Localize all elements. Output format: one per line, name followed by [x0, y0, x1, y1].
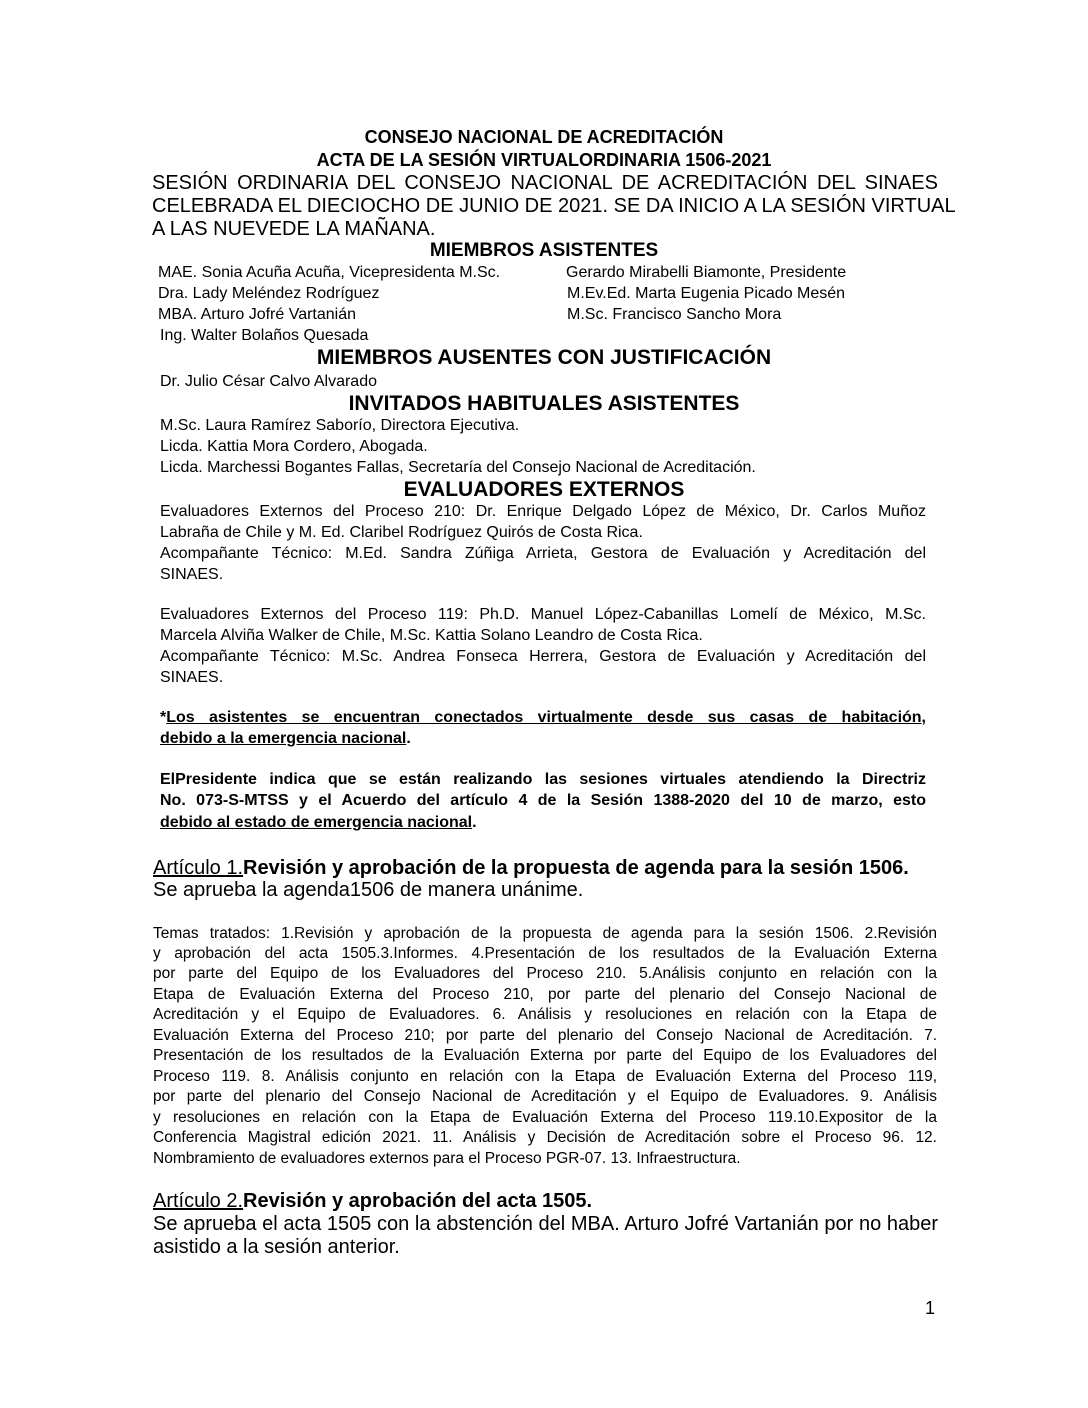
section-heading-evaluadores: EVALUADORES EXTERNOS: [403, 478, 685, 501]
articulo-2-text: Se aprueba el acta 1505 con la abstención del MBA. Arturo Jofré Vartanián por no haber: [153, 1213, 938, 1235]
temas-line: y resoluciones en relación con la Etapa de Evaluación Externa del Proceso 119.10.Expositor de la: [153, 1109, 937, 1126]
guest-item: M.Sc. Laura Ramírez Saborío, Directora Ejecutiva.: [160, 417, 520, 434]
evaluator-line: Acompañante Técnico: M.Sc. Andrea Fonseca Herrera, Gestora de Evaluación y Acreditación del: [160, 648, 926, 665]
evaluator-line: Marcela Alviña Walker de Chile, M.Sc. Kattia Solano Leandro de Costa Rica.: [160, 627, 703, 644]
temas-line: por parte del plenario del Consejo Nacional de Acreditación y el Equipo de Evaluadores. 9. Análisis: [153, 1088, 937, 1105]
temas-line: por parte del Equipo de los Evaluadores del Proceso 210. 5.Análisis conjunto en relación con la: [153, 965, 937, 982]
articulo-1-heading: [153, 857, 909, 880]
note-text: debido a la emergencia nacional: [160, 730, 407, 747]
temas-line: y aprobación del acta 1505.3.Informes. 4.Presentación de los resultados de la Evaluación Externa: [153, 945, 937, 962]
temas-line: Temas tratados: 1.Revisión y aprobación de la propuesta de agenda para la sesión 1506. 2.Revisión: [153, 925, 937, 942]
member-item: MBA. Arturo Jofré Vartanián: [158, 306, 357, 323]
member-item: M.Ev.Ed. Marta Eugenia Picado Mesén: [567, 285, 846, 302]
page-number: 1: [925, 1298, 936, 1318]
articulo-title: Revisión y aprobación del acta 1505.: [243, 1190, 593, 1212]
intro-line: SESIÓN ORDINARIA DEL CONSEJO NACIONAL DE ACREDITACIÓN DEL SINAES: [152, 172, 938, 194]
temas-line: Nombramiento de evaluadores externos para el Proceso PGR-07. 13. Infraestructura.: [153, 1150, 741, 1167]
temas-line: Evaluación Externa del Proceso 210; por parte del plenario del Consejo Nacional de Acreditación. 7.: [153, 1027, 937, 1044]
president-note-line: ElPresidente indica que se están realizando las sesiones virtuales atendiendo la Directriz: [160, 771, 926, 788]
temas-line: Presentación de los resultados de la Evaluación Externa por parte del Equipo de los Evaluadores del: [153, 1047, 937, 1064]
section-heading-miembros-ausentes: MIEMBROS AUSENTES CON JUSTIFICACIÓN: [316, 346, 772, 369]
note-asterisk: *: [160, 709, 167, 726]
intro-line: A LAS NUEVEDE LA MAÑANA.: [152, 218, 436, 240]
articulo-1-text: Se aprueba la agenda1506 de manera unánime.: [153, 879, 584, 901]
virtual-attendance-note: [160, 709, 926, 727]
evaluator-line: SINAES.: [160, 669, 224, 686]
note-period: .: [472, 814, 477, 831]
member-item: Dra. Lady Meléndez Rodríguez: [158, 285, 380, 302]
temas-line: Etapa de Evaluación Externa del Proceso 210, por parte del plenario del Consejo Nacional de: [153, 986, 937, 1003]
note-text: debido al estado de emergencia nacional: [160, 814, 473, 831]
document-subtitle: ACTA DE LA SESIÓN VIRTUALORDINARIA 1506-2021: [316, 150, 772, 170]
temas-line: Acreditación y el Equipo de Evaluadores. 6. Análisis y resoluciones en relación con la Etapa de: [153, 1006, 937, 1023]
evaluator-line: Evaluadores Externos del Proceso 119: Ph.D. Manuel López-Cabanillas Lomelí de México, M.Sc.: [160, 606, 926, 623]
articulo-title: Revisión y aprobación de la propuesta de agenda para la sesión 1506.: [243, 857, 909, 879]
articulo-2-heading: [153, 1190, 592, 1213]
evaluator-line: Acompañante Técnico: M.Ed. Sandra Zúñiga Arrieta, Gestora de Evaluación y Acreditación del: [160, 545, 926, 562]
articulo-label: Artículo 2.: [153, 1190, 244, 1212]
guest-item: Licda. Kattia Mora Cordero, Abogada.: [160, 438, 428, 455]
note-period: .: [406, 730, 411, 747]
president-note-line: [160, 814, 477, 832]
member-item: MAE. Sonia Acuña Acuña, Vicepresidenta M.Sc.: [158, 264, 501, 281]
section-heading-invitados: INVITADOS HABITUALES ASISTENTES: [348, 392, 740, 415]
absent-member-item: Dr. Julio César Calvo Alvarado: [160, 373, 377, 390]
virtual-attendance-note-cont: [160, 730, 411, 748]
guest-item: Licda. Marchessi Bogantes Fallas, Secretaría del Consejo Nacional de Acreditación.: [160, 459, 756, 476]
temas-line: Proceso 119. 8. Análisis conjunto en relación con la Etapa de Evaluación Externa del Proceso 119,: [153, 1068, 937, 1085]
articulo-label: Artículo 1.: [153, 857, 244, 879]
section-heading-miembros-asistentes: MIEMBROS ASISTENTES: [429, 240, 659, 261]
member-item: Ing. Walter Bolaños Quesada: [160, 327, 369, 344]
evaluator-line: SINAES.: [160, 566, 224, 583]
evaluator-line: Labraña de Chile y M. Ed. Claribel Rodríguez Quirós de Costa Rica.: [160, 524, 643, 541]
articulo-2-text: asistido a la sesión anterior.: [153, 1236, 400, 1258]
member-item: M.Sc. Francisco Sancho Mora: [567, 306, 782, 323]
president-note-line: No. 073-S-MTSS y el Acuerdo del artículo 4 de la Sesión 1388-2020 del 10 de marzo, esto: [160, 792, 926, 809]
member-item: Gerardo Mirabelli Biamonte, Presidente: [566, 264, 847, 281]
intro-line: CELEBRADA EL DIECIOCHO DE JUNIO DE 2021. SE DA INICIO A LA SESIÓN VIRTUAL: [152, 195, 956, 217]
note-text: Los asistentes se encuentran conectados virtualmente desde sus casas de habitación,: [166, 709, 926, 726]
temas-line: Conferencia Magistral edición 2021. 11. Análisis y Decisión de Acreditación sobre el Proceso 96. 12.: [153, 1129, 937, 1146]
document-title: CONSEJO NACIONAL DE ACREDITACIÓN: [364, 127, 724, 147]
evaluator-line: Evaluadores Externos del Proceso 210: Dr. Enrique Delgado López de México, Dr. Carlos Muñoz: [160, 503, 926, 520]
